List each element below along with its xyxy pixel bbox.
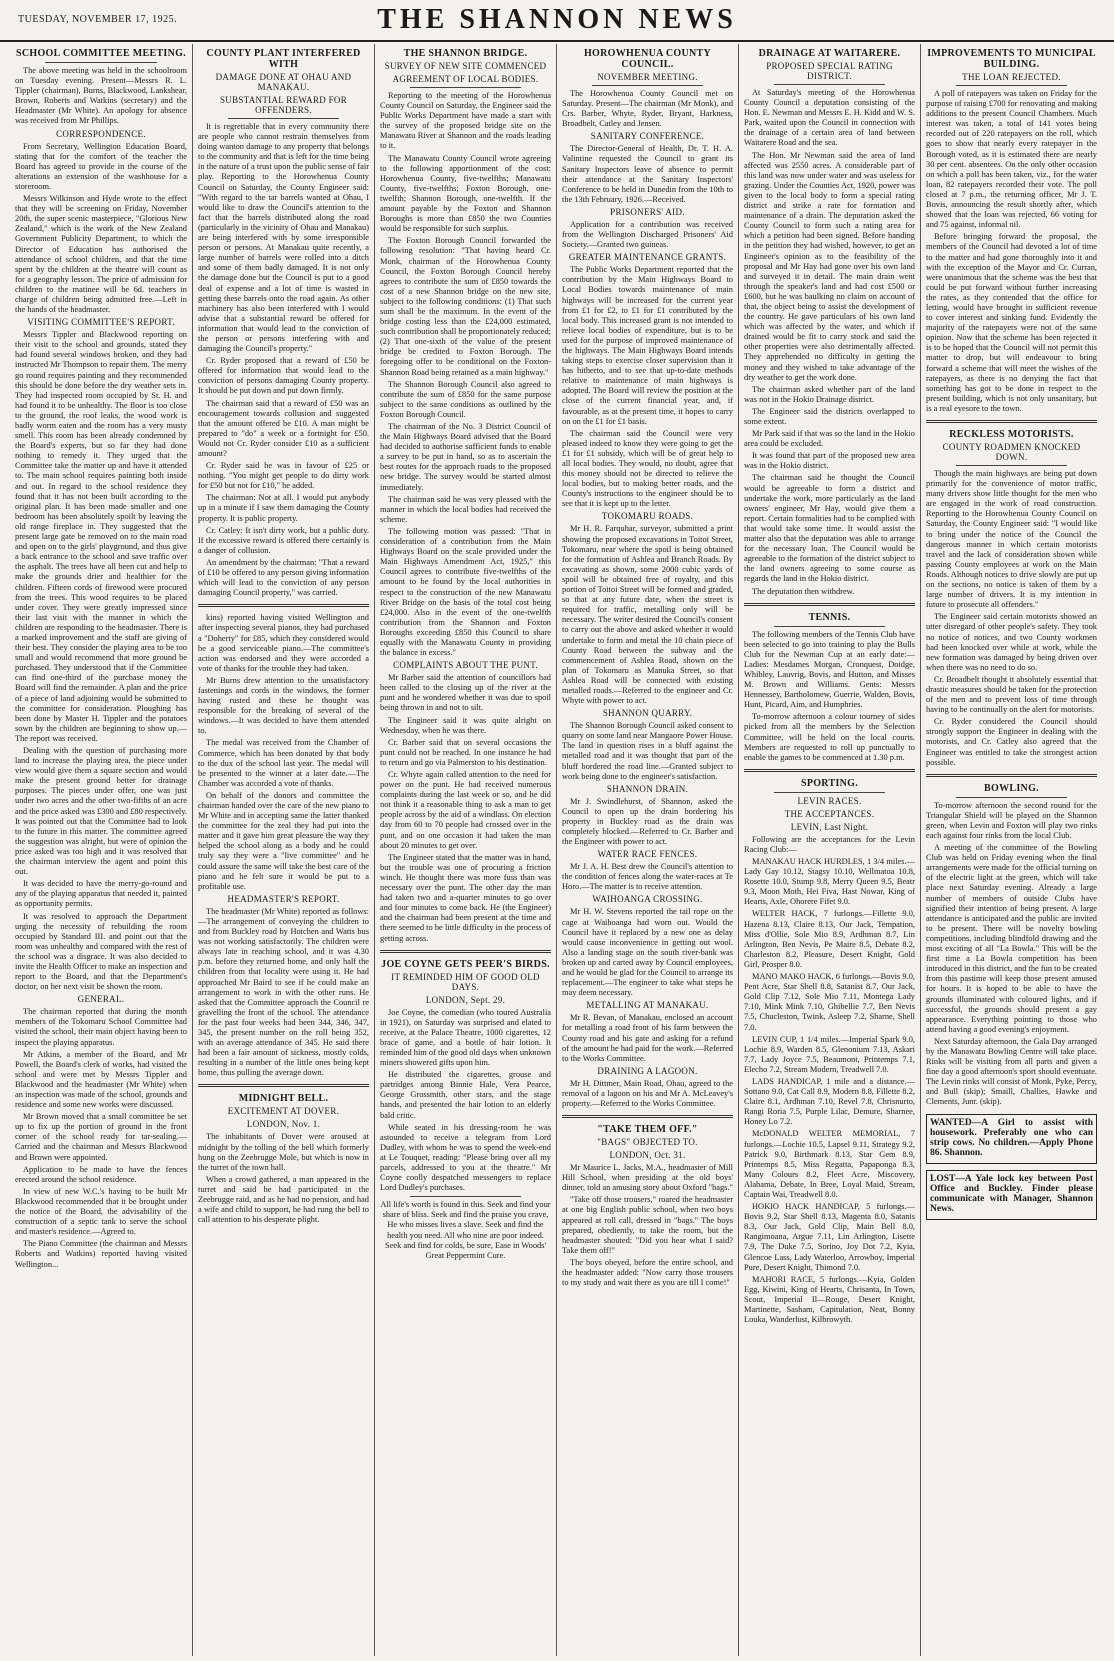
paragraph: In view of new W.C.'s having to be built Mr Blackwood recommended that it be brought under the notice of the Board, the advisability of the construction of a septic tank to serve the school and master's residence.—Agreed to. [15, 1186, 187, 1237]
section-heading: VISITING COMMITTEE'S REPORT. [27, 317, 175, 328]
paragraph: It was decided to have the merry-go-round and any of the playing apparatus that needed it, painted as opportunity permits. [15, 879, 187, 909]
section-heading: SHANNON DRAIN. [606, 783, 689, 794]
paragraph: Though the main highways are being put down primarily for the convenience of motor traffic, many drivers show little thought for the men who are engaged in the work of road construction. Reporting to the Horowhenua County Council on Saturday, the County Engineer said: "I would like to bring under the notice of the Council the dangerous manner in which certain motorists travel and the lack of consideration shown while passing County employees at work on the Main Roads. Although notices to drive slowly are put up on the sections, no notice is taken of them by a large number of drivers. It is my intention in future to prosecute all offenders." [926, 469, 1097, 610]
paragraph: The Engineer said it was quite alright on Wednesday, when he was there. [380, 715, 551, 735]
paragraph: Cr. Broadbelt thought it absolutely essential that drastic measures should be taken for the protection of the men and to prevent loss of time through having to be continually on the alert for motorists. [926, 674, 1097, 715]
paragraph: Mr Brown moved that a small committee be set up to fix up the portion of ground in the front corner of the school ready for tar-sealing.—Carried and the chairman and Messrs Blackwood and Brown were appointed. [15, 1112, 187, 1162]
paragraph: It was found that part of the proposed new area was in the Hokio district. [744, 451, 915, 471]
section-heading: GENERAL. [77, 994, 125, 1005]
paragraph: The Foxton Borough Council forwarded the following resolution: "That having heard Cr. Monk, chairman of the Horowhenua County Council, the Foxton Borough Council hereby agrees to contribute the sum of £850 towards the cost of a new Shannon bridge on the new site, subject to the following conditions: (1) That such sum shall be the maximum. In the event of the bridge costing less than the £24,000 estimated, such contribution shall be proportionately reduced; (2) That one-sixth of the value of the present bridge be credited to Foxton Borough. The foregoing offer to be conditional on the Foxton-Shannon Road being retained as a main highway." [380, 236, 551, 377]
article-heading: JOE COYNE GETS PEER'S BIRDS. [381, 958, 550, 970]
section-heading: WAIHOANGA CROSSING. [592, 894, 703, 905]
paragraph: Dealing with the question of purchasing more land to increase the playing area, the piece under view would give them a square section and would make the present ground better for drainage purposes. The pieces under offer, one was just under two acres and the other two-fifths of an acre and the price asked was £300 and £80 respectively. It was pointed out that the Committee had to look to the future in this matter. The committee agreed the suggestion was alright, but were of opinion the price asked was too high and it was resolved that the chairman interview the agent and point this out. [15, 746, 187, 877]
paragraph: The Engineer said certain motorists showed an utter disregard of other people's safety. They took no notice of notices, and two County workmen had been knocked over while at work, while the new formation was damaged by being driven over when there was no need to do so. [926, 612, 1097, 672]
column-1 [10, 44, 192, 1656]
paragraph: Cr. Catley: It isn't dirty work, but a public duty. If the excessive reward is offered there certainly is a danger of collusion. [198, 525, 369, 555]
subheading: NOVEMBER MEETING. [597, 72, 698, 82]
divider [926, 420, 1097, 423]
masthead [0, 0, 1114, 42]
divider [198, 604, 369, 607]
paragraph: Cr. Ryder proposed that a reward of £50 be offered for information that would lead to the conviction of persons damaging County property. It should be put down and put down firmly. [198, 356, 369, 396]
paragraph: The chairman said he was very pleased with the manner in which the local bodies had received the scheme. [380, 494, 551, 524]
subheading: SUBSTANTIAL REWARD FOR OFFENDERS. [219, 95, 348, 115]
article-heading: IMPROVEMENTS TO MUNICIPAL BUILDING. [927, 48, 1096, 70]
article-heading: RECKLESS MOTORISTS. [949, 429, 1074, 440]
paragraph: The Engineer said the districts overlapped to some extent. [744, 406, 915, 426]
subheading: PROPOSED SPECIAL RATING DISTRICT. [766, 61, 893, 81]
divider [45, 62, 157, 63]
classified-ad-box [926, 1170, 1097, 1220]
divider [744, 603, 915, 606]
paragraph: The chairman of the No. 3 District Council of the Main Highways Board advised that the Board had decided to authorise sufficient funds to enable a survey to be put in hand, so as to ascertain the best routes for the approach roads to the proposed new bridge. The survey would be started almost immediately. [380, 422, 551, 492]
article-heading: COUNTY PLANT INTERFERED WITH [206, 48, 361, 70]
divider [744, 769, 915, 772]
paragraph: The following motion was passed: "That in consideration of a contribution from the Main Highways Board on the scale provided under the Main Highways Amendment Act, 1925," this Council agrees to contribute five-twelfths of the amount to be found by the local authorities in respect to the construction of the new Manawatu River Bridge on the basis of the total cost being £24,000. Also in the event of the one-twelfth contribution from the Shannon and Foxton Boroughs exceeding £850 this Council to share equally with the Manawatu County in providing the balance in excess." [380, 526, 551, 658]
paragraph: Mr Burns drew attention to the unsatisfactory fastenings and cords in the windows, the former having rusted and these he thought was responsible for the breaking of several of the windows.—It was decided to have them attended to. [198, 675, 369, 736]
paragraph: To-morrow afternoon a colour tourney of sides picked from all the members by the Selection Committee, will be held on the local courts. Members are requested to roll up punctually to enable the games to be commenced at 1.30 p.m. [744, 712, 915, 762]
section-heading: DRAINING A LAGOON. [597, 1065, 698, 1076]
paragraph: The Director-General of Health, Dr. T. H. A. Valintine requested the Council to grant its Sanitary Inspectors leave of absence to permit their attendance at the Sanitary Inspectors' Conference to be held in Dunedin from the 10th to the 13th February, 1926.—Received. [562, 144, 733, 204]
paragraph: The following members of the Tennis Club have been selected to go into training to play the Bulls Club for the Newman Cup at an early date:—Ladies: Mesdames Morgan, Cronquest, Doidge, Whibley, Lauvrig, Bovis, and Hutton, and Misses M. Brown and Williams. Gents: Messrs Hennessey, Bartholomew, Guerrie, Walden, Bovis, Hunt, Picard, Aim, and Humphries. [744, 629, 915, 710]
subheading: THE LOAN REJECTED. [962, 72, 1061, 82]
article-heading: THE SHANNON BRIDGE. [403, 48, 528, 59]
paragraph: The deputation then withdrew. [752, 586, 855, 596]
column-6 [920, 44, 1102, 1656]
subheading: COUNTY ROADMEN KNOCKED DOWN. [942, 442, 1081, 462]
paragraph: It is regrettable that in every community there are people who cannot restrain themselves from doing wanton damage to any property that belongs to the community and that is left for the time being in the nature of a trust upon the public sense of fair play. Reporting to the Horowhenua County Council on Saturday, the County Engineer said: "With regard to the tar barrels wanted at Ohau, I would like to draw the Council's attention to the fact that the barrels distributed along the road (particularly in the vicinity of Ohau and Manakau) are being interfered with by some irresponsible person or persons. At Manakau quite recently, a large number of barrels were rolled into a ditch and some of them badly damaged. It is not only the damage done but the Council is put to a good deal of expense and a lot of time is wasted in getting these barrels onto the road again. As other machinery has also been interfered with I would advise that a substantial reward be offered for information that would lead to the conviction of the person or persons interfering with and damaging the Council's property." [198, 122, 369, 354]
paragraph: Mr J. A. H. Best drew the Council's attention to the condition of fences along the water-races at Te Horo.—The matter is to receive attention. [562, 862, 733, 892]
paragraph: Application to be made to have the fences erected around the school residence. [15, 1164, 187, 1184]
divider [562, 1115, 733, 1118]
paragraph: The Shannon Borough Council also agreed to contribute the sum of £850 for the same purpose subject to the same conditions as outlined by the Foxton Borough Council. [380, 379, 551, 419]
section-heading: SHANNON QUARRY. [602, 708, 693, 719]
paragraph: While seated in his dressing-room he was astounded to receive a telegram from Lord Dudley, with whom he was to spend the week-end at Le Touquet, reading: "Please bring over all my parcels, addressed to you at the theatre." Mr Coyne coolly despatched messengers to replace Lord Dudley's purchases. [380, 1122, 551, 1193]
paragraph: The medal was received from the Chamber of Commerce, which has been donated by that body to the dux of the school last year. The medal will be presented to the winner at a later date.—The Chamber was accorded a vote of thanks. [198, 738, 369, 788]
paragraph: Cr. Ryder considered the Council should strongly support the Engineer in dealing with the motorists, and Cr. Catley also agreed that the Engineer was entitled to take the strongest action possible. [926, 717, 1097, 767]
article-heading: "TAKE THEM OFF." [597, 1124, 698, 1136]
paragraph: The Engineer stated that the matter was in hand, but the trouble was one of procuring a friction winch. He thought there was more fuss than was necessary over the punt. The other day the man had taken two and a-quarter minutes to go over and four minutes to come back. He (the Engineer) and the chairman had been present at the time and there seemed to be little difficulty in the process of getting across. [380, 852, 551, 943]
paragraph: It was resolved to approach the Department urging the necessity of rebuilding the room occupied by Standard III. and point out that the room was unhealthy and compared with the rest of the school was a disgrace. It was also decided to invite the Health Officer to make an inspection and report to the Board, and that the Department's doctor, on her next visit be shown the room. [15, 911, 187, 992]
column-4 [556, 44, 738, 1656]
paragraph: The Horowhenua County Council met on Saturday. Present—The chairman (Mr Monk), and Crs. Barber, Whyte, Ryder, Bryant, Harkness, Broadbelt, Catley and Jensen. [562, 89, 733, 129]
article-heading: HOROWHENUA COUNTY COUNCIL. [583, 48, 712, 70]
paragraph: Messrs Tippler and Blackwood reporting on their visit to the school and grounds, stated they had found several windows broken, and they had instructed Mr Thompson to repair them. The merry go round requires painting and they recommended this should be done before the dry weather sets in. They had inspected room occupied by St. H. and had found it to be unhealthy. The floor is too close to the ground, the roof leaks, the wood work is badly worm eaten and the room has a very musty smell. This room has been already condemned by the Board's experts, but so far they had done nothing to remedy it. They urged that the Committee take the matter up and have it attended to. The main school requires painting both inside and out. In regard to the school residence they found that it has not been built according to the original plan. It has been made smaller and one bedroom has been absolutely spoilt by leaving the old range fireplace in. They suggested that the present large gate be removed on to the main road and open on to the girls' playground, and thus give a back entrance to the school and save traffic over the asphalt. The trees have all been cut and help to make the grounds drier and healthier for the children. Fifteen cords of firewood were procured from the trees. This wood requires to be placed under cover. They were greatly impressed since their last visit with the manner in which the children are responding to the headmaster. There is a marked improvement and the staff are giving of their best. They consider the playing area to be too small and would recommend that more ground be purchased. They understood that if the Committee can find one-third of the purchase money the Board will find the remainder. A plan and the price of a piece of land adjoining would be submitted to the committee for consideration. Ploughing has been done by Master H. Tippler and the potatoes sown by the children are beginning to show up.—The report was received. [15, 330, 187, 743]
paragraph: The Piano Committee (the chairman and Messrs Roberts and Watkins) reported having visited Wellington... [15, 1239, 187, 1269]
section-heading: METALLING AT MANAKAU. [586, 1000, 709, 1011]
paragraph: The chairman said the Council were very pleased indeed to know they were going to get the £1 for £1 subsidy, which will be of great help to all local bodies. They would, no doubt, agree that this money should not be directed to relieve the local bodies, but to making better roads, and the County's instructions to the engineer should be to see that it is kept up to the letter. [562, 428, 733, 509]
paragraph: Reporting to the meeting of the Horowhenua County Council on Saturday, the Engineer said the Public Works Department have made a start with the survey of the proposed bridge site on the Manawatu River at Shannon and the roads leading to it. [380, 91, 551, 151]
divider [380, 950, 551, 953]
paragraph: When a crowd gathered, a man appeared in the turret and said he had participated in the Zeebrugge raid, and as he had no pension, and had a wife and child to support, he had rung the bell to call attention to his desperate plight. [198, 1174, 369, 1225]
classified-ad: WANTED—A Girl to assist with housework. Preferably one who can strip cows. No children.—Apply Phone 86. Shannon. [930, 1117, 1093, 1158]
paragraph: Joe Coyne, the comedian (who toured Australia in 1921), on Saturday was surprised and elated to receive, at the Palace Theatre, 1000 cigarettes, 12 brace of game, and a bottle of hair lotion. It reminded him of the good old days when unknown miners showered gifts upon him. [380, 1007, 551, 1068]
paragraph: "Take off those trousers," roared the headmaster at one big English public school, when two boys appeared at roll call, dressed in "bags." The boys prepared, obediently, to take the room, but the headmaster shouted: "Did you hear what I said? Take them off!" [562, 1195, 733, 1255]
paragraph: Messrs Wilkinson and Hyde wrote to the effect that they will be screening on Friday, November 20th, the super scenic masterpiece, "Glorious New Zealand," which is the work of the New Zealand Government Publicity Department, to which the Director of Education has authorised the attendance of school children, and that the time spent by the children at the theatre will count as for a geography lesson. The price of admission for children to the matinee will be 6d. teachers in charge of children being admitted free.—Left in the hands of the headmaster. [15, 194, 187, 315]
paragraph: On behalf of the donors and committee the chairman handed over the care of the new piano to Mr White and in accepting same the latter thanked the committee for the zeal they had put into the matter and it gave him great pleasure the way they helped the school along as a body and he could truly say they were a "live committee" and he could assure the same will take the best care of the piano and he felt sure it would be put to a profitable use. [198, 790, 369, 891]
paragraph: Next Saturday afternoon, the Gala Day arranged by the Manawatu Bowling Centre will take place. Rinks will be visiting from all parts and given a fine day a good afternoon's sport should eventuate. The Levin rinks will consist of Monk, Pyke, Percy, and Bull (skip); Smaill, Challies, Hawke and Clements, Junr. (skip). [926, 1036, 1097, 1107]
paragraph: The chairman said that a reward of £50 was an encouragement towards collusion and suggested that the amount offered be £10. A man might be prepared to "do" a week or a fortnight for £50. Would not Cr. Ryder consider £10 as a sufficient amount? [198, 398, 369, 458]
divider [956, 85, 1067, 86]
section-heading: HEADMASTER'S REPORT. [227, 893, 340, 904]
paragraph: The boys obeyed, before the entire school, and the headmaster added: "Now carry those trousers to my study and wait there as you are till I come!" [562, 1257, 733, 1288]
subheading: SURVEY OF NEW SITE COMMENCED [384, 61, 547, 71]
section-heading: SANITARY CONFERENCE. [590, 131, 705, 142]
dateline: LONDON, Oct. 31. [609, 1150, 686, 1161]
paragraph: MAHORI RACE, 5 furlongs.—Kyia, Golden Egg, Kiwini, King of Hearts, Chrisanta, In Town, Scout, Imperial Il—Rouge, Desert Knight, Martinette, Sasham, Capitulation, Neat, Bonny Louka, Wanderlust, Kilbrowyth. [744, 1274, 915, 1325]
section-heading: COMPLAINTS ABOUT THE PUNT. [393, 660, 538, 671]
paragraph: MANO MAKO HACK, 6 furlongs.—Bovis 9.0, Pent Acre, Star Shell 8.8, Satanist 8.7, Our Jack, Gold Clip 7.12, Sole Mio 7.11, Montega Lady 7.10, Mink Mink 7.10, Ghibellie 7.7, Ben Nevis 7.5, Chucleston, Twink, Asleep 7.2, Sharne, Shell 7.0. [744, 972, 915, 1032]
paragraph: The Shannon Borough Council asked consent to quarry on some land near Mangaore Power House. The land in question rises in a bluff against the metalled road and it was thought that part of the bluff bordered the road line.—Granted subject to work being done to the engineer's satisfaction. [562, 721, 733, 781]
paragraph: LADS HANDICAP, 1 mile and a distance.—Sottano 9.0, Cat Call 8.9, Modern 8.8, Fillette 8.2, Claire 8.1, Ardhman 7.10, Revel 7.8, Chrisnurto, Rangi Roria 7.5, Purple Lilac, Demure, Sharnee, Honey Lo 7.2. [744, 1076, 915, 1127]
divider [956, 465, 1067, 466]
paragraph: From Secretary, Wellington Education Board, stating that for the comfort of the teacher the Board has agreed to provide in the course of the alterations an extension of the washhouse for a storeroom. [15, 141, 187, 191]
subheading: THE ACCEPTANCES. [784, 808, 875, 819]
paragraph: LEVIN CUP, 1 1/4 miles.—Imperial Spark 9.0, Lochie 8.9, Warden 8.5, Glenonium 7.13, Askari 7.7, Lady Joyce 7.5, Beaumont, Printemps 7.1, Elecho 7.2, Stream Modern, Treadwell 7.0. [744, 1034, 915, 1074]
paragraph: Cr. Whyte again called attention to the need for power on the punt. He had received numerous complaints during the last week or so, and he did not think it a reasonable thing to ask a man to get people across by the aid of a windlass. On election day from 60 to 70 people had crossed over in the punt, and on one occasion it had taken the man about 20 minutes to get over. [380, 770, 551, 850]
article-heading: BOWLING. [984, 782, 1039, 794]
divider [774, 626, 885, 627]
paragraph: At Saturday's meeting of the Horowhenua County Council a deputation consisting of the Hon. E. Newman and Messrs E. H. Kidd and W. S. Park, waited upon the Council in connection with the drainage of a certain area of land between Waitarere Road and the sea. [744, 88, 915, 148]
divider [228, 118, 339, 119]
section-heading: GREATER MAINTENANCE GRANTS. [568, 252, 727, 263]
dateline: LONDON, Sept. 29. [425, 994, 506, 1005]
paragraph: The chairman: Not at all. I would put anybody up in a minute if I saw them damaging the County property. It is public property. [198, 493, 369, 523]
subheading: LEVIN RACES. [797, 795, 862, 806]
paragraph: To-morrow afternoon the second round for the Triangular Shield will be played on the Shannon green, when Levin and Foxton will play two rinks each against four rinks from the local Club. [926, 800, 1097, 840]
divider [774, 84, 885, 85]
paragraph: The chairman said he thought the Council would be agreeable to form a district and undertake the work, more particularly as the land owners' engineer, Mr Hay, would give them a report. Certain formalities had to be complied with that would take some time. It would assist the matter also that the deputation was able to arrange for the necessary loan. The Council would be agreeable to the formation of the district subject to the land owners agreeing to some course as regards the land in the Hokio district. [744, 473, 915, 584]
divider [926, 774, 1097, 777]
columns [10, 44, 1104, 1656]
subheading: EXCITEMENT AT DOVER. [227, 1106, 340, 1117]
paragraph: Mr Park said if that was so the land in the Hokio area could be excluded. [744, 429, 915, 449]
divider [410, 87, 521, 88]
paragraph: Cr. Ryder said he was in favour of £25 or nothing. "You might get people to do dirty work for £50 but not for £10," he added. [198, 461, 369, 491]
section-heading: TOKOMARU ROADS. [601, 511, 694, 522]
paragraph: HOKIO HACK HANDICAP, 5 furlongs.—Bovis 9.2, Star Shell 8.13, Magenta 8.0, Satanis 8.3, Our Jack, Gold Clip, Main Bell 8.0, Rangimoana, Argue 7.11, Lin Arlington, Lisette 7.9, The Duke 7.5, Sorino, Joy Dot 7.2, Kyia, Glencoe Lass, Lady Waterloo, Arrowboy, Imperial Pure, Desert Knight, Thimond 7.0. [744, 1202, 915, 1272]
divider [198, 1084, 369, 1087]
dateline: LEVIN, Last Night. [790, 821, 869, 832]
paragraph: Mr Barber said the attention of councillors had been called to the closing up of the river at the punt and he wondered whether it was due to spoil being thrown in and not to silt. [380, 673, 551, 713]
paragraph: The chairman reported that during the month members of the Tokomaru School Committee had visited the school, their main object having been to inspect the playing apparatus. [15, 1007, 187, 1047]
article-heading: TENNIS. [808, 611, 851, 623]
section-heading: CORRESPONDENCE. [56, 128, 146, 139]
paragraph: A poll of ratepayers was taken on Friday for the purpose of raising £700 for renovating and making additions to the present Council Chambers. Much interest was taken, a total of 141 votes being recorded out of 220 ratepayers on the roll, which goes to show that nearly every ratepayer in the Borough voted, as it is estimated there are nearly 30 per cent. absentees. On the only other occasion on which a poll has been taken, viz., for the water loan, 82 ratepayers recorded their vote. The poll closed at 7 p.m., the returning officer, Mr J. T. Bovis, announcing the result shortly after, which showed that the loan was rejected, 66 voting for and 75 against, informal nil. [926, 89, 1097, 230]
section-heading: WATER RACE FENCES. [597, 849, 698, 860]
subheading: AGREEMENT OF LOCAL BODIES. [392, 74, 539, 84]
paragraph: Before bringing forward the proposal, the members of the Council had devoted a lot of time to the matter and had gone thoroughly into it and with the exception of the Mayor and Cr. Curran, were unanimous that the scheme was the best that could be put forward without further increasing the rates, as they contended that the office for letting, would have brought in sufficient revenue to cover interest and sinking fund. Evidently the majority of the ratepayers were not of the same opinion. Now that the scheme has been rejected it is to be hoped that the Council will not permit this matter to drop, but will endeavour to bring forward a scheme that will meet the wishes of the ratepayers, as there is no denying the fact that something has got to be done in respect to the present building, which is not only unsanitary, but is a real eyesore to the town. [926, 232, 1097, 413]
article-heading: SPORTING. [800, 777, 859, 789]
paragraph: A meeting of the committee of the Bowling Club was held on Friday evening when the final arrangements were made for the official turning on of the electric light at the green, which will take place next Saturday evening. Already a large number of members of outside Clubs have signified their intention of being present. A large attendance is anticipated and the public are invited to be present. There will be novelty bowling competitions, including blindfold drawing and the most exciting of all "La Bowla." This will be the first time a La Bowla competition has been introduced in this district, and the fun to be created from this pastime will keep those present amused for hours. It is hoped to be able to have the grounds illuminated with coloured lights, and if successful, the grounds should present a gay appearance. Everything pointing to those who attend having a good evening's enjoyment. [926, 843, 1097, 1034]
subheading: DAMAGE DONE AT OHAU AND MANAKAU. [215, 72, 352, 92]
paragraph: The Manawatu County Council wrote agreeing to the following apportionment of the cost: Horowhenua County, five-twelfths; Manawatu County, five-twelfths; Foxton Borough, one-twelfth; Shannon Borough, one-twelfth. If the amount payable by the Foxton and Shannon Boroughs is more than £850 the two Counties would be responsible for such surplus. [380, 153, 551, 234]
paragraph: The Hon. Mr Newman said the area of land affected was 2550 acres. A considerable part of this land was now under water and was useless for grazing. Under the Counties Act, 1920, power was given to the local body to form a special rating district and strike a rate for formation and maintenance of a drain. The deputation asked the County Council to form such a rating area for which a petition had been signed. Before handing in the petition they had wished, however, to get an Engineer's opinion as to the feasibility of the proposal and Mr Hay had gone over his own land and surveyed it in detail. The main drain went through the speaker's land and had cost £500 or £600, but he was baulking no claim on account of that, the object being to assist the development of the country. He gave particulars of his own land which was affected by the water, and which if drained would be fit to carry stock and said the other properties were also detrimentally affected. They apprehended no difficulty in getting the money and they wished to take advantage of the dry weather to get the work done. [744, 150, 915, 382]
dateline: LONDON, Nov. 1. [246, 1119, 321, 1130]
divider [410, 1196, 521, 1197]
divider [592, 85, 703, 86]
paragraph: Mr R. Bevan, of Manakau, enclosed an account for metalling a road front of his farm between the County road and his gate and asking for a refund of the amount he had paid for the work.—Referred to the Works Committee. [562, 1013, 733, 1063]
paragraph: Mr J. Swindlehurst, of Shannon, asked the Council to open up the drain bordering his property in Buckley road as the drain was completely blocked.—Referred to Cr. Barber and the Engineer with power to act. [562, 796, 733, 847]
paragraph: The chairman asked whether part of the land was not in the Hokio Drainage district. [744, 384, 915, 404]
paragraph: Mr Atkins, a member of the Board, and Mr Powell, the Board's clerk of works, had visited the school and were met by Messrs Tippler and Blackwood and the headmaster (Mr White) when an inspection was made of the school, grounds and residence and some new works were discussed. [15, 1049, 187, 1110]
paragraph: An amendment by the chairman: "That a reward of £10 be offered to any person giving information which will lead to the conviction of any person damaging Council property," was carried. [198, 557, 369, 598]
paragraph: McDONALD WELTER MEMORIAL, 7 furlongs.—Lochie 10.5, Lapsel 9.11, Strategy 9.2, Patrick 9.0, Birthmark 8.13, Star Gem 8.9, Printemps 8.5, Miss Regatta, Papaponga 8.3, Many Colours 8.2, Fleet Acre, Miscovery, Alabama, Debate, In Bree, Loyal Maid, Stream, Captain Wai, Treadwell 8.0. [744, 1129, 915, 1199]
article-heading: DRAINAGE AT WAITARERE. [758, 48, 901, 59]
classified-ad: LOST—A Yale lock key between Post Office and Buckley. Finder please communicate with Manager, Shannon News. [930, 1173, 1093, 1215]
paragraph: The above meeting was held in the schoolroom on Tuesday evening. Present—Messrs R. L. Tippler (chairman), Burns, Blackwood, Lankshear, Brown, Roberts and Watkins (secretary) and the Headmaster (Mr White). An apology for absence was received from Mr Phillips. [15, 66, 187, 126]
paragraph: Mr H. W. Stevens reported the tail rope on the cage at Waihoanga had worn out. Would the Council have it replaced by a new one as delay would cause inconvenience in getting out wool. Also a landing stage on the south river-bank was broken up and carted away by Council employees, and he would be glad for the Council to arrange its replacement.—The engineer to take what steps he may deem necessary. [562, 907, 733, 998]
paragraph: Mr Maurice L. Jacks, M.A., headmaster of Mill Hill School, when presiding at the old boys' dinner, told an amusing story about Oxford "bags." [562, 1163, 733, 1193]
paragraph: The headmaster (Mr White) reported as follows:—The arrangement of conveying the children to and from Buckley road by Hotchen and Watts bus was not working satisfactorily. The children were always late in reaching school, and it was 4.30 p.m. before they returned home, and only half the children from that locality were using it. He had approached Mr Baird to see if he could make an arrangement to work in with the other runs. He asked that the Committee approach the Council re gravelling the front of the school. The attendance for the past four weeks had been 344, 346, 347, 345, the present number on the roll being 352, with an average attendance of 345. He said there had been a fair amount of sickness, mostly colds, resulting in a number of the little ones being kept home, thus pulling the average down. [198, 906, 369, 1078]
paragraph: Cr. Barber said that on several occasions the punt could not be reached. In one instance he had to return and go via Palmerston to his destination. [380, 737, 551, 767]
divider [774, 792, 885, 793]
advertisement: All life's worth is found in this. Seek and find your share of bliss. Seek and find the praise you crave, He who misses lives a slave. Seek and find the health you need. All who nine are poor indeed. Seek and find for colds, be sure, Ease in Woods' Great Peppermint Cure. [380, 1200, 551, 1260]
paragraph: Following are the acceptances for the Levin Racing Club:— [744, 834, 915, 854]
subheading: IT REMINDED HIM OF GOOD OLD DAYS. [391, 971, 540, 992]
section-heading: PRISONERS' AID. [610, 206, 685, 217]
paragraph: WELTER HACK, 7 furlongs.—Fillette 9.0, Hazena 8.13, Claire 8.13, Our Jack, Tempation, Miss d'Ollie, Sole Mio 8.9, Ardhman 8.7, Lin Arlington, Ben Nevis, Pe Maire 8.5, Debate 8.2, Charleston 8.2, Pleasure, Desert Knight, Gold Girl, Prosper 8.0. [744, 909, 915, 969]
paragraph: Mr H. R. Farquhar, surveyor, submitted a print showing the proposed excavations in Toitoi Street, Tokomaru, near where the spoil is being obtained for the formation of Ashlea and Branch Roads. By excavating as shown, some 2000 cubic yards of spoil will be obtained free of royalty, and this portion of Toitoi Street will be formed and graded, so that at any future date, when the street is required for traffic, metalling only will be necessary. The writer desired the Council's consent to carry out the above and asked whether it would undertake to form and metal the 10 chain piece of County Road between the subway and the commencement of Ashlea Road, shown on the plan of Tokomaru as Manuka Street, so that Ashlea Road will be connected with existing metalled roads.—Referred to the engineer and Cr. Whyte with power to act. [562, 524, 733, 706]
paragraph: Application for a contribution was received from the Wellington Discharged Prisoners' Aid Society.—Granted two guineas. [562, 219, 733, 250]
newspaper-title: THE SHANNON NEWS [377, 4, 737, 35]
classified-ad-box [926, 1114, 1097, 1164]
paragraph: The inhabitants of Dover were aroused at midnight by the tolling of the bell which formerly hung on the Zeebrugge Mole, but which is now in the turret of the town hall. [198, 1132, 369, 1172]
paragraph: kins) reported having visited Wellington and after inspecting several pianos, they had purchased a "Doherty" for £85, which they considered would be a good serviceable piano.—The committee's action was endorsed and they were accorded a vote of thanks for the trouble they had taken. [198, 613, 369, 673]
column-2 [192, 44, 374, 1656]
article-heading: MIDNIGHT BELL. [238, 1093, 329, 1105]
divider [956, 797, 1067, 798]
subheading: "BAGS" OBJECTED TO. [597, 1137, 698, 1148]
column-3 [374, 44, 556, 1656]
paragraph: Mr H. Dittmer, Main Road, Ohau, agreed to the removal of a lagoon on his and Mr A. McLeavey's property.—Referred to the Works Committee. [562, 1078, 733, 1108]
article-heading: SCHOOL COMMITTEE MEETING. [15, 48, 187, 59]
issue-date: TUESDAY, NOVEMBER 17, 1925. [18, 14, 178, 25]
paragraph: The Public Works Department reported that the contribution by the Main Highways Board to Local Bodies towards maintenance of main highways will be increased for the current year from £1 for £2, to £1 for £1 contributed by the local body. This increased grant is not intended to relieve local bodies of expenditure, but is to be used for the purpose of improved maintenance of the highways. The Main Highways Board intends taking steps to exercise closer supervision than it has hitherto, and to see that up-to-date methods relative to maintenance of main highways is adopted. The Board will review the position at the close of the current financial year, and, if favourable, as at the present time, it hopes to carry on on the £1 for £1 basis. [562, 265, 733, 426]
paragraph: MANAKAU HACK HURDLES, 1 3/4 miles.—Lady Gay 10.12, Stagsy 10.10, Wellmatoa 10.8, Rosette 10.0, Stump 9.8, Merry Queen 9.5, Beatr 9.3, Moon Moth, Hei Fiva, Hast Nowar, King of Hearts, Axle, Ohorere Fifet 9.0. [744, 857, 915, 907]
column-5 [738, 44, 920, 1656]
paragraph: He distributed the cigarettes, grouse and partridges among Binnie Hale, Vera Pearce, George Grossmith, other stars, and the stage hands, and presented the hair lotion to an elderly bald critic. [380, 1070, 551, 1120]
